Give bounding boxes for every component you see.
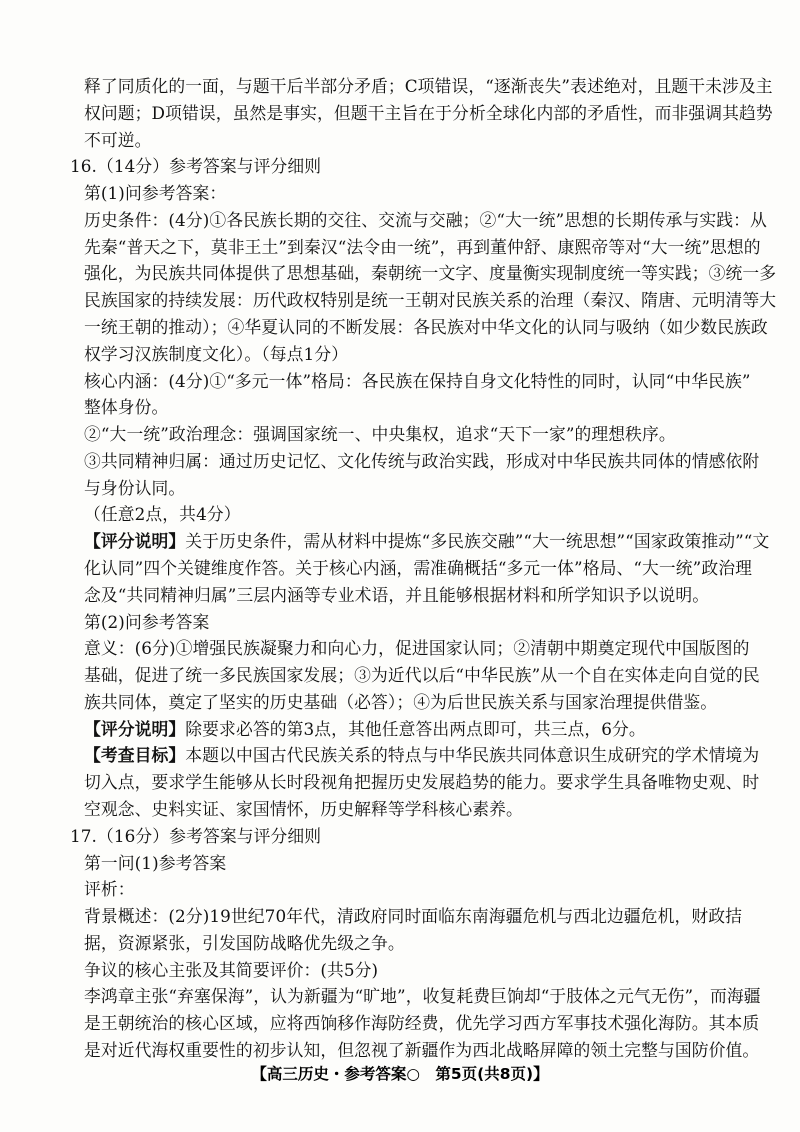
- line-text: 释了同质化的一面，与题干后半部分矛盾；C项错误，“逐渐丧失”表述绝对，且题干未涉及主: [84, 76, 773, 96]
- text-line: [84, 984, 761, 1008]
- line-text: 本题以中国古代民族关系的特点与中华民族共同体意识生成研究的学术情境为: [185, 745, 760, 765]
- question-heading: [70, 824, 321, 848]
- text-line: [84, 342, 348, 366]
- line-text: 权学习汉族制度文化）。（每点1分）: [84, 344, 349, 364]
- sub-heading: [84, 181, 226, 205]
- text-line: [84, 797, 523, 821]
- text-line: [84, 449, 759, 473]
- scoring-note-label: 【评分说明】: [84, 719, 186, 739]
- text-line: [84, 261, 776, 285]
- text-line: [84, 315, 768, 339]
- text-line: [84, 369, 751, 393]
- sub-heading: [84, 610, 209, 634]
- text-line: [84, 235, 761, 259]
- text-line: [84, 583, 709, 607]
- text-line: [84, 101, 773, 125]
- question-heading: [70, 154, 321, 178]
- line-text: 基础，促进了统一多民族国家发展；③为近代以后“中华民族”从一个自在实体走向自觉的民: [84, 665, 760, 685]
- line-text: ③共同精神归属：通过历史记忆、文化传统与政治实践，形成对中华民族共同体的情感依附: [84, 451, 760, 471]
- line-text: 是对近代海权重要性的初步认知，但忽视了新疆作为西北战略屏障的领土完整与国防价值。: [84, 1040, 760, 1060]
- line-text: 与身份认同。: [84, 478, 186, 498]
- line-text: 不可逆。: [84, 130, 152, 150]
- text-line: [84, 128, 152, 152]
- line-text: 背景概述：(2分)19世纪70年代，清政府同时面临东南海疆危机与西北边疆危机，财政拮: [84, 906, 743, 926]
- line-text: 核心内涵：(4分)①“多元一体”格局：各民族在保持自身文化特性的同时，认同“中华民族”: [84, 371, 751, 391]
- line-text: 族共同体，奠定了坚实的历史基础（必答）；④为后世民族关系与国家治理提供借鉴。: [84, 692, 718, 712]
- text-line: [84, 636, 750, 660]
- text-line: [84, 663, 760, 687]
- text-line: [84, 958, 378, 982]
- text-line: [84, 931, 405, 955]
- line-text: 关于历史条件，需从材料中提炼“多民族交融”“大一统思想”“国家政策推动”“文: [185, 531, 770, 551]
- line-text: 除要求必答的第3点，其他任意答出两点即可，共三点，6分。: [185, 719, 646, 739]
- line-text: 第(2)问参考答案: [84, 612, 210, 632]
- line-text: 16.（14分）参考答案与评分细则: [70, 156, 322, 176]
- line-text: 第(1)问参考答案：: [84, 183, 227, 203]
- line-text: 权问题；D项错误，虽然是事实，但题干主旨在于分析全球化内部的矛盾性，而非强调其趋势: [84, 103, 773, 123]
- text-line: [84, 208, 767, 232]
- text-line: [84, 877, 135, 901]
- line-text: 第一问(1)参考答案: [84, 853, 227, 873]
- text-line: [84, 422, 676, 446]
- scoring-note: [84, 717, 646, 741]
- text-line: [84, 690, 717, 714]
- page-footer: 【高三历史・参考答案○ 第5页(共8页)】: [251, 1065, 549, 1083]
- line-text: （任意2点，共4分）: [84, 504, 241, 524]
- text-line: [84, 1011, 759, 1035]
- line-text: 是王朝统治的核心区域，应将西饷移作海防经费，优先学习西方军事技术强化海防。其本质: [84, 1013, 760, 1033]
- text-line: [84, 476, 185, 500]
- line-text: 意义：(6分)①增强民族凝聚力和向心力，促进国家认同；②清朝中期奠定现代中国版图的: [84, 638, 750, 658]
- line-text: 评析：: [84, 879, 135, 899]
- line-text: 空观念、史料实证、家国情怀，历史解释等学科核心素养。: [84, 799, 523, 819]
- line-text: 整体身份。: [84, 397, 169, 417]
- line-text: 历史条件：(4分)①各民族长期的交往、交流与交融；②“大一统”思想的长期传承与实践：从: [84, 210, 767, 230]
- assessment-goal-label: 【考查目标】: [84, 745, 186, 765]
- text-line: [84, 770, 759, 794]
- scoring-note: [84, 529, 769, 553]
- line-text: 17.（16分）参考答案与评分细则: [70, 826, 322, 846]
- line-text: 化认同”四个关键维度作答。关于核心内涵，需准确概括“多元一体”格局、“大一统”政治理: [84, 558, 753, 578]
- line-text: 据，资源紧张，引发国防战略优先级之争。: [84, 933, 405, 953]
- line-text: 一统王朝的推动）；④华夏认同的不断发展：各民族对中华文化的认同与吸纳（如少数民族政: [84, 317, 768, 337]
- text-line: [84, 74, 773, 98]
- text-line: [84, 502, 241, 526]
- line-text: 切入点，要求学生能够从长时段视角把握历史发展趋势的能力。要求学生具备唯物史观、时: [84, 772, 760, 792]
- line-text: 强化，为民族共同体提供了思想基础，秦朝统一文字、度量衡实现制度统一等实践；③统一多: [84, 263, 777, 283]
- text-line: [84, 556, 752, 580]
- line-text: 李鸿章主张“弃塞保海”，认为新疆为“旷地”，收复耗费巨饷却“于肢体之元气无伤”，而海疆: [84, 986, 761, 1006]
- text-line: [84, 1038, 759, 1062]
- text-line: [84, 904, 742, 928]
- line-text: 争议的核心主张及其简要评价：(共5分): [84, 960, 379, 980]
- text-line: [84, 288, 776, 312]
- line-text: 念及“共同精神归属”三层内涵等专业术语，并且能够根据材料和所学知识予以说明。: [84, 585, 710, 605]
- line-text: ②“大一统”政治理念：强调国家统一、中央集权，追求“天下一家”的理想秩序。: [84, 424, 676, 444]
- assessment-goal: [84, 743, 759, 767]
- scoring-note-label: 【评分说明】: [84, 531, 186, 551]
- text-line: [84, 395, 168, 419]
- sub-heading: [84, 851, 226, 875]
- line-text: 先秦“普天之下，莫非王土”到秦汉“法令由一统”，再到董仲舒、康熙帝等对“大一统”思想的: [84, 237, 761, 257]
- line-text: 民族国家的持续发展：历代政权特别是统一王朝对民族关系的治理（秦汉、隋唐、元明清等大: [84, 290, 777, 310]
